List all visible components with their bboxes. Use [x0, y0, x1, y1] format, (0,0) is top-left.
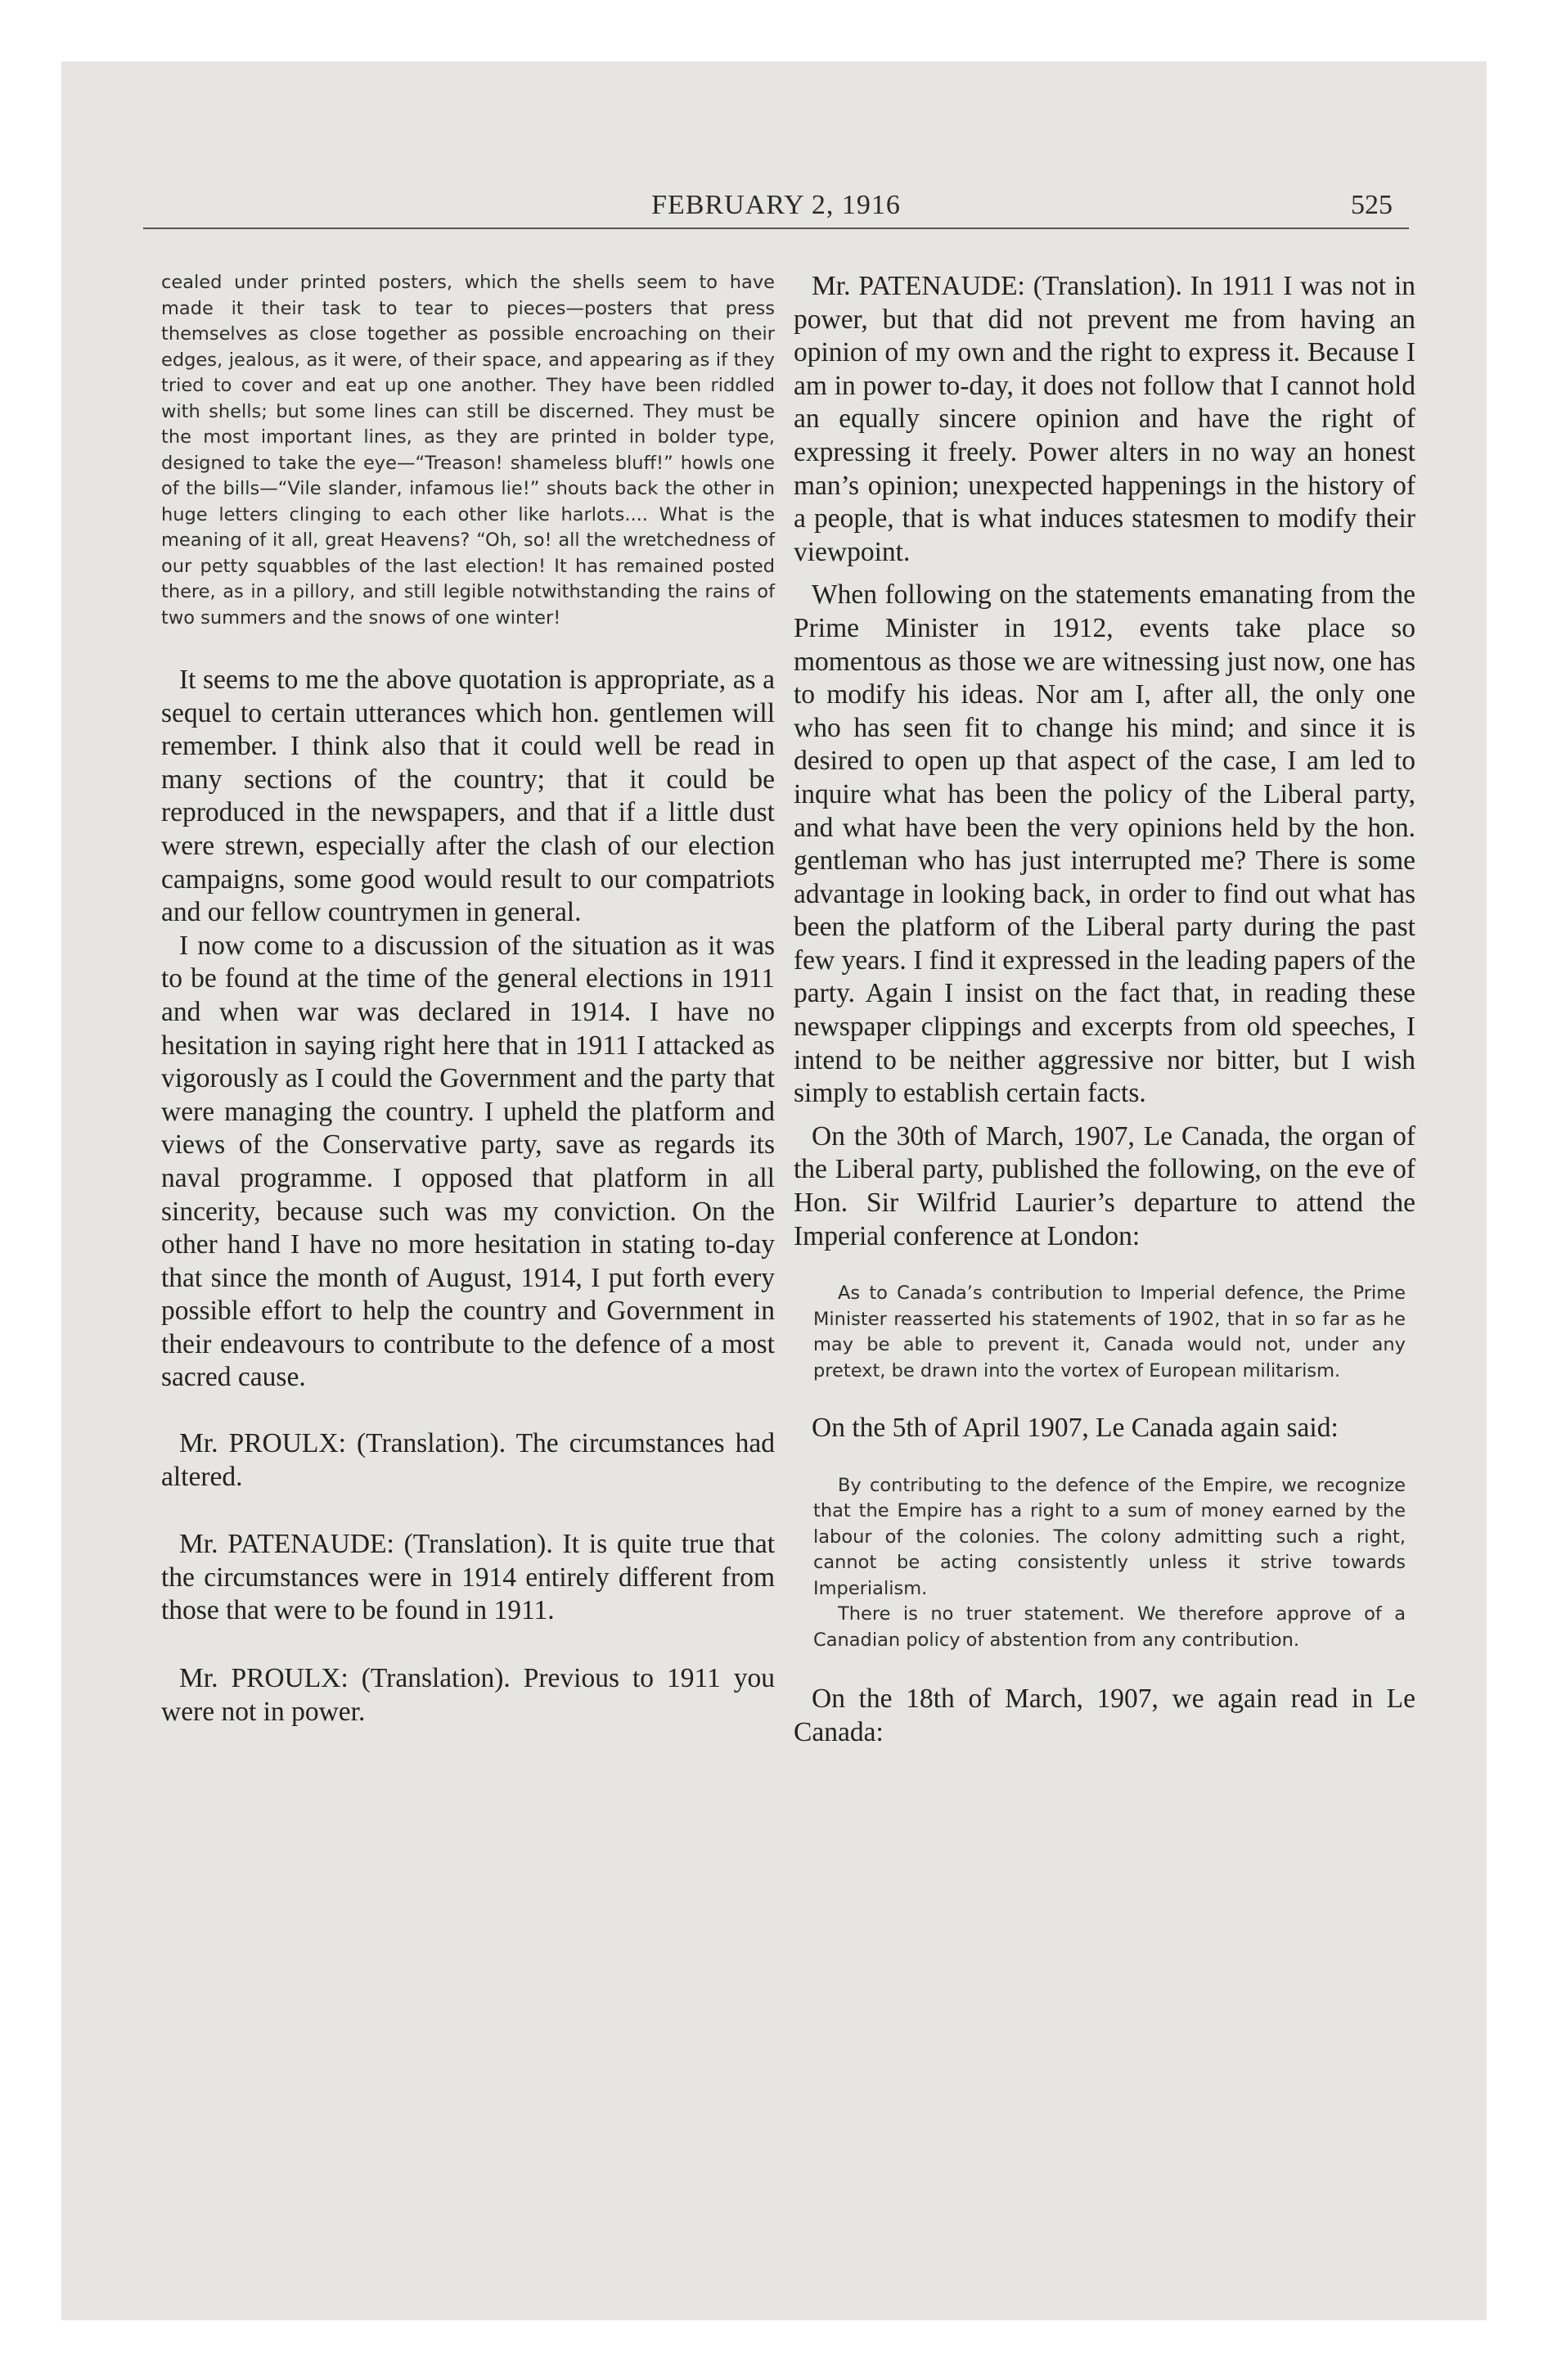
- paragraph: On the 18th of March, 1907, we again read in Le Canada:: [794, 1684, 1415, 1747]
- paragraph: I now come to a discussion of the situation as it was to be found at the time of the general elections in 1911 and when war was declared in 1914. I have no hesitation in saying right here that in 1911 I attacked as vigorously as I could the Government and the party that were managing the country. I upheld the platform and views of the Conservative party, save as regards its naval programme. I opposed that platform in all sincerity, because such was my conviction. On the other hand I have no more hesitation in stating to-day that since the month of August, 1914, I put forth every possible effort to help the country and Government in their endeavours to contribute to the defence of a most sacred cause.: [161, 930, 775, 1393]
- quoted-passage: There is no truer statement. We therefore approve of a Canadian policy of abstention from any contribution.: [813, 1603, 1406, 1651]
- paragraph: On the 5th of April 1907, Le Canada again said:: [812, 1413, 1339, 1444]
- left-column: [161, 270, 775, 1729]
- page-header: [143, 190, 1409, 229]
- right-column: [794, 270, 1415, 1750]
- quoted-passage: By contributing to the defence of the Empire, we recognize that the Empire has a right to a sum of money earned by the labour of the colonies. The colony admitting such a right, cannot be acting consistently unless it strive towards Imperialism.: [813, 1474, 1406, 1599]
- paragraph: When following on the statements emanating from the Prime Minister in 1912, events take place so momentous as those we are witnessing just now, one has to modify his ideas. Nor am I, after all, the only one who has seen fit to change his mind; and since it is desired to open up that aspect of the case, I am led to inquire what has been the policy of the Liberal party, and what have been the very opinions held by the hon. gentleman who has just interrupted me? There is some advantage in looking back, in order to find out what has been the platform of the Liberal party during the past few years. I find it expressed in the leading papers of the party. Again I insist on the fact that, in reading these newspaper clippings and excerpts from old speeches, I intend to be neither aggressive nor bitter, but I wish simply to establish certain facts.: [794, 579, 1415, 1109]
- paragraph: It seems to me the above quotation is appropriate, as a sequel to certain utterances which hon. gentlemen will remember. I think also that it could well be read in many sections of the country; that it could be reproduced in the newspapers, and that if a little dust were strewn, especially after the clash of our election campaigns, some good would result to our compatriots and our fellow countrymen in general.: [161, 665, 775, 928]
- header-date: FEBRUARY 2, 1916: [651, 190, 901, 220]
- speaker-patenaude: Mr. PATENAUDE: (Translation). It is quite true that the circumstances were in 1914 entirely different from those that were to be found in 1911.: [161, 1529, 775, 1626]
- quoted-passage: As to Canada’s contribution to Imperial defence, the Prime Minister reasserted his statements of 1902, that in so far as he may be able to prevent it, Canada would not, under any pretext, be drawn into the vortex of European militarism.: [813, 1282, 1406, 1382]
- speaker-proulx: Mr. PROULX: (Translation). Previous to 1911 you were not in power.: [161, 1663, 775, 1727]
- quoted-passage: cealed under printed posters, which the shells seem to have made it their task to tear to pieces—posters that press themselves as close together as possible encroaching on their edges, jealous, as it were, of their space, and appearing as if they tried to cover and eat up one another. They have been riddled with shells; but some lines can still be discerned. They must be the most important lines, as they are printed in bolder type, designed to take the eye—“Treason! shameless bluff!” howls one of the bills—“Vile slander, infamous lie!” shouts back the other in huge letters clinging to each other like harlots.... What is the meaning of it all, great Heavens? “Oh, so! all the wretchedness of our petty squabbles of the last election! It has remained posted there, as in a pillory, and still legible notwithstanding the rains of two summers and the snows of one winter!: [161, 272, 775, 629]
- speaker-proulx: Mr. PROULX: (Translation). The circumstances had altered.: [161, 1428, 775, 1492]
- paragraph: On the 30th of March, 1907, Le Canada, the organ of the Liberal party, published the following, on the eve of Hon. Sir Wilfrid Laurier’s departure to attend the Imperial conference at London:: [794, 1120, 1415, 1251]
- speaker-patenaude: Mr. PATENAUDE: (Translation). In 1911 I was not in power, but that did not prevent me from having an opinion of my own and the right to express it. Because I am in power to-day, it does not follow that I cannot hold an equally sincere opinion and have the right of expressing it freely. Power alters in no way an honest man’s opinion; unexpected happenings in the history of a people, that is what induces statesmen to modify their viewpoint.: [794, 271, 1415, 567]
- page-number: 525: [1351, 190, 1393, 220]
